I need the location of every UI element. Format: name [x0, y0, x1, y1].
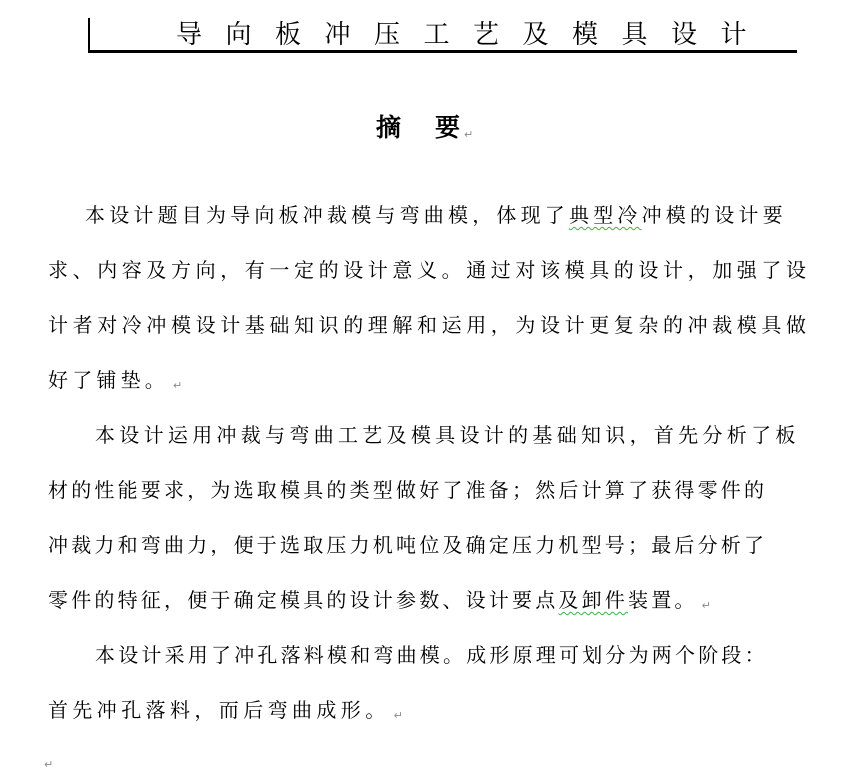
text-line: 首先冲孔落料，而后弯曲成形。 ↵: [48, 698, 408, 722]
grammar-flag[interactable]: 及卸件: [558, 588, 629, 612]
text-line: 材的性能要求，为选取模具的类型做好了准备；然后计算了获得零件的: [48, 478, 768, 502]
text-line: 冲裁力和弯曲力，便于选取压力机吨位及确定压力机型号；最后分析了: [48, 533, 768, 557]
abstract-heading: [376, 113, 473, 150]
text-cursor: [88, 18, 90, 52]
paragraph-mark-icon: ↵: [44, 758, 58, 771]
grammar-flag[interactable]: 典型冷: [569, 203, 642, 227]
paragraph-mark-icon: ↵: [173, 379, 187, 392]
paragraph-mark-icon: ↵: [393, 709, 408, 722]
text-line: 本设计题目为导向板冲裁模与弯曲模，体现了典型冷冲模的设计要: [85, 203, 787, 227]
paragraph-mark-icon: ↵: [701, 599, 715, 612]
header-title: 导向板冲压工艺及模具设计: [176, 20, 771, 50]
text-line: 好了铺垫。 ↵: [48, 368, 187, 392]
text-line: 本设计运用冲裁与弯曲工艺及模具设计的基础知识，首先分析了板: [95, 423, 800, 447]
text-line: 计者对冷冲模设计基础知识的理解和运用，为设计更复杂的冲裁模具做: [48, 313, 811, 337]
text-line: 求、内容及方向，有一定的设计意义。通过对该模具的设计，加强了设: [48, 258, 811, 282]
paragraph-mark-icon: ↵: [464, 128, 474, 141]
text-line: 零件的特征，便于确定模具的设计参数、设计要点及卸件装置。 ↵: [48, 588, 715, 612]
abstract-heading-left: 摘: [376, 113, 402, 142]
abstract-heading-right: 要: [435, 113, 461, 142]
empty-paragraph[interactable]: [44, 746, 57, 778]
text-line: 本设计采用了冲孔落料模和弯曲模。成形原理可划分为两个阶段：: [95, 643, 768, 667]
